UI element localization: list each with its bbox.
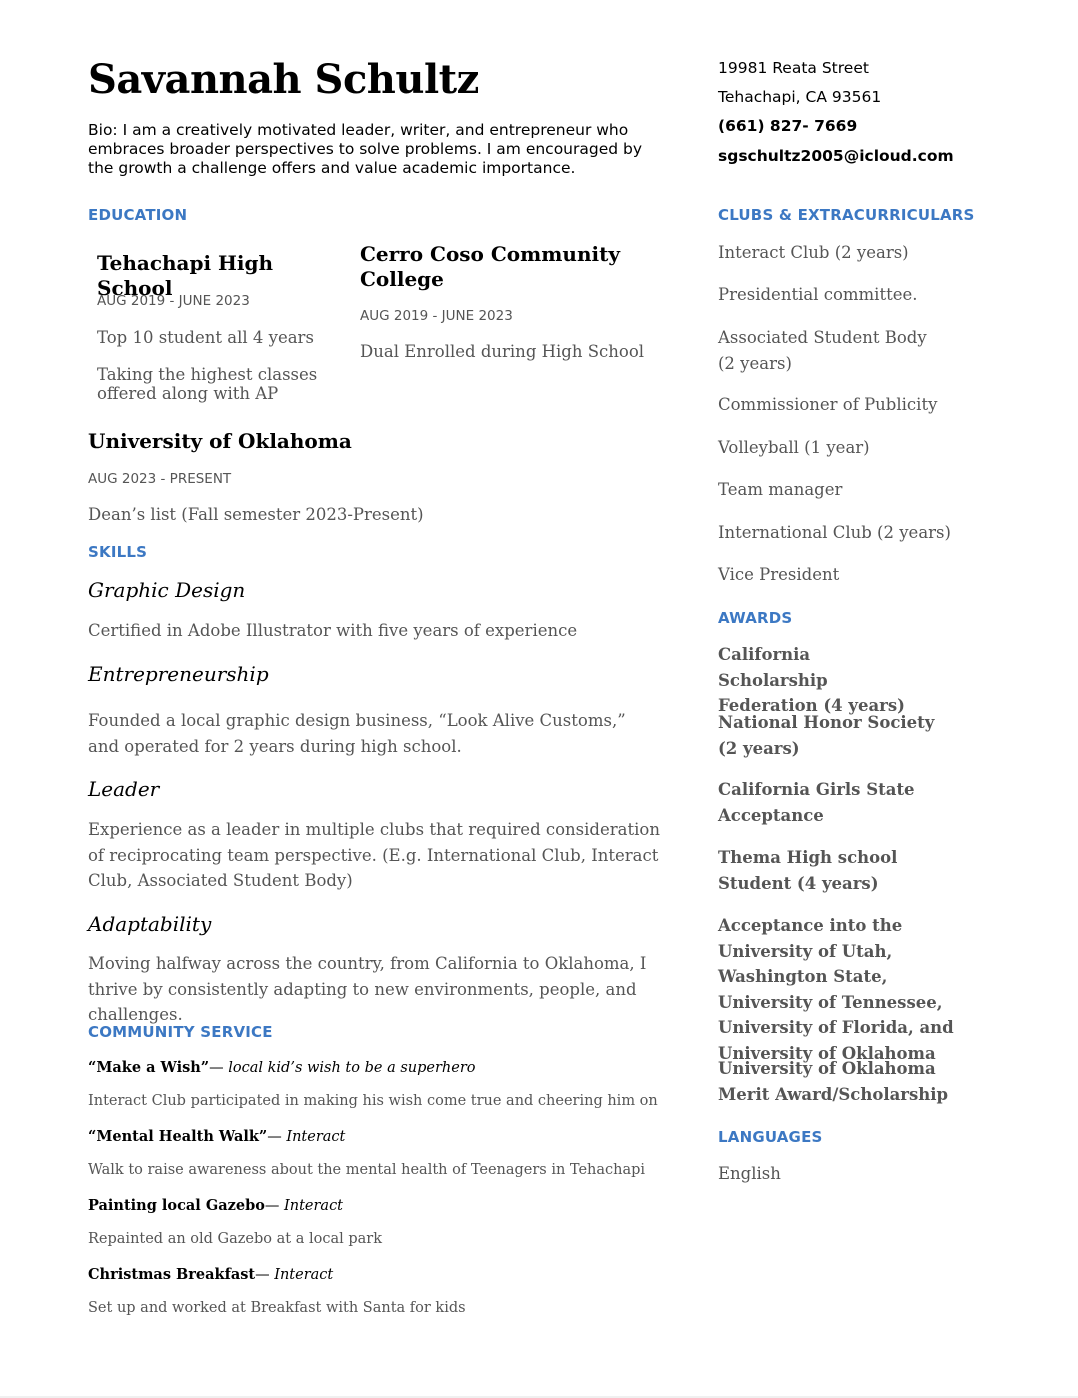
school-dates: AUG 2019 - JUNE 2023 bbox=[97, 293, 250, 309]
club-item: Presidential committee. bbox=[718, 285, 918, 304]
service-description: Interact Club participated in making his wish come true and cheering him on bbox=[88, 1093, 658, 1109]
award-item: California Scholarship Federation (4 years) bbox=[718, 645, 905, 715]
awards-heading: AWARDS bbox=[718, 609, 793, 627]
service-org: Interact bbox=[284, 1198, 344, 1214]
skill-title: Graphic Design bbox=[88, 578, 246, 602]
skill-description: Founded a local graphic design business, “Look Alive Customs,” and operated for 2 years during high school. bbox=[88, 711, 626, 756]
skill-description: Moving halfway across the country, from California to Oklahoma, I thrive by consistently adapting to new environments, people, and challenges. bbox=[88, 954, 647, 1024]
school-detail: Dean’s list (Fall semester 2023-Present) bbox=[88, 505, 424, 524]
contact-city: Tehachapi, CA 93561 bbox=[718, 88, 882, 106]
community-service-heading: COMMUNITY SERVICE bbox=[88, 1023, 273, 1041]
bio: Bio: I am a creatively motivated leader, writer, and entrepreneur who embraces broader perspectives to solve problems. I am encouraged by the growth a challenge offers and value academic importance. bbox=[88, 121, 643, 177]
club-item: International Club (2 years) bbox=[718, 523, 951, 542]
club-item: Volleyball (1 year) bbox=[718, 438, 870, 457]
award-item: National Honor Society (2 years) bbox=[718, 713, 935, 758]
school-detail: Top 10 student all 4 years bbox=[97, 328, 314, 347]
school-name: Cerro Coso Community College bbox=[360, 242, 620, 291]
service-name: “Mental Health Walk” bbox=[88, 1128, 268, 1145]
award-item: California Girls State Acceptance bbox=[718, 780, 915, 825]
service-title bbox=[88, 1128, 345, 1145]
service-title bbox=[88, 1266, 333, 1283]
education-heading: EDUCATION bbox=[88, 206, 188, 224]
languages-heading: LANGUAGES bbox=[718, 1128, 823, 1146]
service-name: “Make a Wish” bbox=[88, 1059, 210, 1076]
service-description: Set up and worked at Breakfast with Santa for kids bbox=[88, 1300, 466, 1316]
service-description: Repainted an old Gazebo at a local park bbox=[88, 1231, 382, 1247]
skill-title: Entrepreneurship bbox=[88, 662, 269, 686]
skills-heading: SKILLS bbox=[88, 543, 148, 561]
separator: — bbox=[209, 1060, 229, 1076]
club-item: Interact Club (2 years) bbox=[718, 243, 909, 262]
service-name: Christmas Breakfast bbox=[88, 1266, 256, 1283]
award-item: Thema High school Student (4 years) bbox=[718, 848, 898, 893]
club-item: Associated Student Body (2 years) bbox=[718, 328, 927, 373]
award-item: Acceptance into the University of Utah, Washington State, University of Tennessee, University of Florida, and University of Oklahoma bbox=[718, 916, 954, 1063]
clubs-heading: CLUBS & EXTRACURRICULARS bbox=[718, 206, 975, 224]
school-dates: AUG 2019 - JUNE 2023 bbox=[360, 308, 513, 324]
skill-title: Adaptability bbox=[88, 912, 212, 936]
service-name: Painting local Gazebo bbox=[88, 1197, 265, 1214]
school-name: University of Oklahoma bbox=[88, 429, 352, 453]
service-org: Interact bbox=[286, 1129, 346, 1145]
service-org: local kid’s wish to be a superhero bbox=[228, 1060, 476, 1076]
club-item: Vice President bbox=[718, 565, 840, 584]
service-description: Walk to raise awareness about the mental health of Teenagers in Tehachapi bbox=[88, 1162, 646, 1178]
separator: — bbox=[267, 1129, 287, 1145]
school-name: Tehachapi High School bbox=[97, 251, 274, 300]
skill-title: Leader bbox=[88, 777, 160, 801]
contact-phone: (661) 827- 7669 bbox=[718, 117, 858, 135]
school-detail: Taking the highest classes offered along with AP bbox=[97, 365, 318, 403]
club-item: Team manager bbox=[718, 480, 843, 499]
school-dates: AUG 2023 - PRESENT bbox=[88, 471, 232, 487]
service-title bbox=[88, 1059, 475, 1076]
contact-email: sgschultz2005@icloud.com bbox=[718, 147, 954, 165]
separator: — bbox=[264, 1198, 285, 1214]
contact-street: 19981 Reata Street bbox=[718, 59, 869, 77]
skill-description: Certified in Adobe Illustrator with five years of experience bbox=[88, 621, 578, 640]
school-detail: Dual Enrolled during High School bbox=[360, 342, 645, 361]
page-title: Savannah Schultz bbox=[88, 56, 479, 103]
club-item: Commissioner of Publicity bbox=[718, 395, 938, 414]
skill-description: Experience as a leader in multiple clubs that required consideration of reciprocating team perspective. (E.g. International Club, Interact Club, Associated Student Body) bbox=[88, 820, 660, 890]
language-item: English bbox=[718, 1164, 781, 1183]
award-item: University of Oklahoma Merit Award/Scholarship bbox=[718, 1059, 949, 1104]
service-org: Interact bbox=[274, 1267, 334, 1283]
separator: — bbox=[255, 1267, 275, 1283]
service-title bbox=[88, 1197, 343, 1214]
